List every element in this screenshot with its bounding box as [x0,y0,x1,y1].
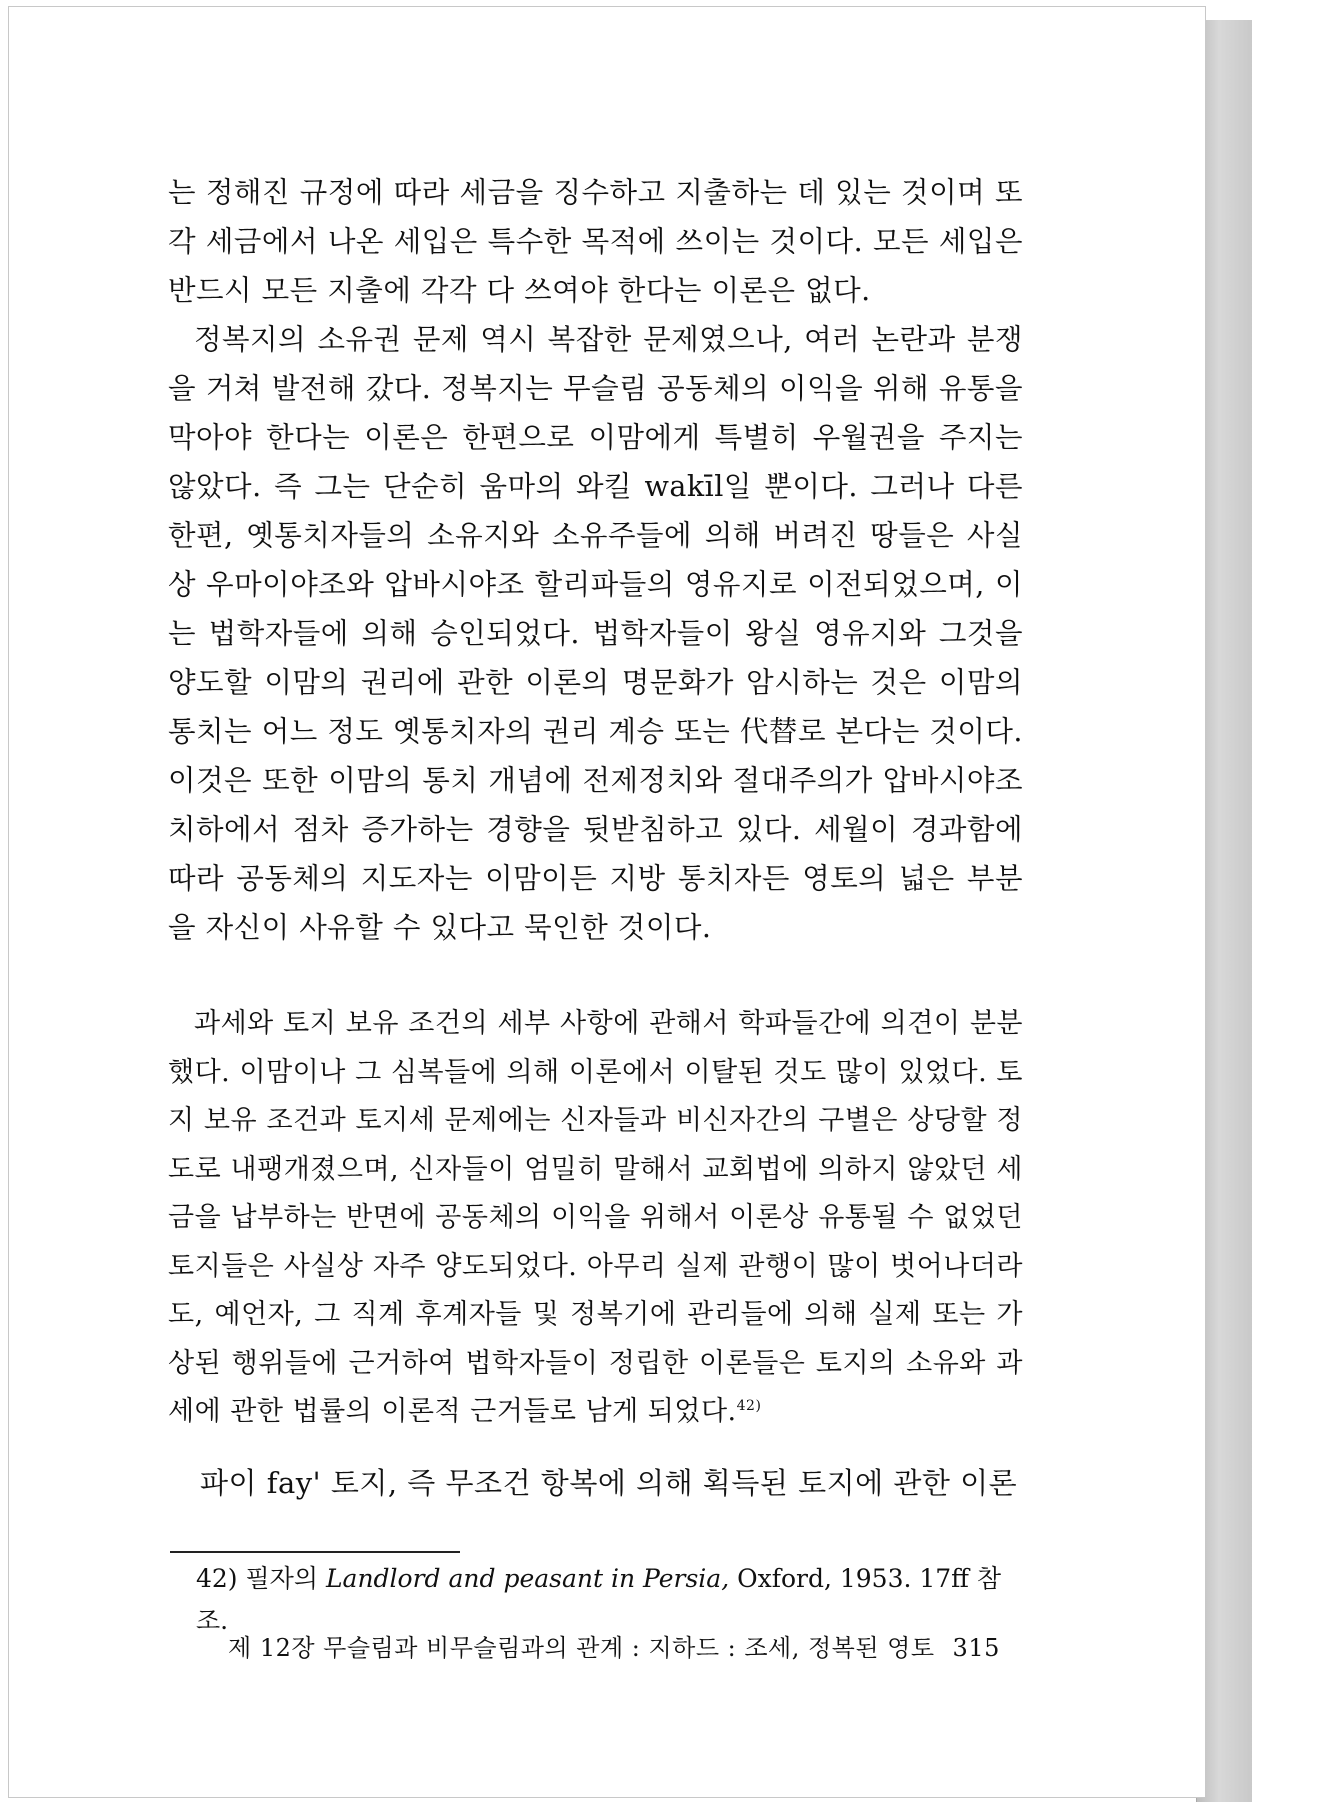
paragraph-continuation: 는 정해진 규정에 따라 세금을 징수하고 지출하는 데 있는 것이며 또 각 세금에서 나온 세입은 특수한 목적에 쓰이는 것이다. 모든 세입은 반드시 모든 지출에 각각 다 쓰여야 한다는 이론은 없다. [168,176,1023,307]
footnote-book-title: Landlord and peasant in Persia, [325,1564,730,1593]
footnote-prefix: 필자의 [245,1564,318,1593]
paragraph-conquered-lands: 정복지의 소유권 문제 역시 복잡한 문제였으나, 여러 논란과 분쟁을 거쳐 발전해 갔다. 정복지는 무슬림 공동체의 이익을 위해 유통을 막아야 한다는 이론은 한편으로 이맘에게 특별히 우월권을 주지는 않았다. 즉 그는 단순히 움마의 와킬 wakīl일 뿐이다. 그러나 다른 한편, 옛통치자들의 소유지와 소유주들에 의해 버려진 땅들은 사실상 우마이야조와 압바시야조 할리파들의 영유지로 이전되었으며, 이는 법학자들에 의해 승인되었다. 법학자들이 왕실 영유지와 그것을 양도할 이맘의 권리에 관한 이론의 명문화가 암시하는 것은 이맘의 통치는 어느 정도 옛통치자의 권리 계승 또는 代替로 본다는 것이다. 이것은 또한 이맘의 통치 개념에 전제정치와 절대주의가 압바시야조 치하에서 점차 증가하는 경향을 뒷받침하고 있다. 세월이 경과함에 따라 공동체의 지도자는 이맘이든 지방 통치자든 영토의 넓은 부분을 자신이 사유할 수 있다고 묵인한 것이다. [168,323,1023,944]
chapter-title: 제 12장 무슬림과 비무슬림과의 관계 : 지하드 : 조세, 정복된 영토 [228,1634,935,1662]
body-section-2 [168,1000,1023,1437]
page-number: 315 [952,1634,1000,1662]
footnote-reference: 42) [736,1398,762,1414]
footnote-number: 42) [196,1564,238,1593]
body-section-1 [168,168,1023,952]
running-footer [228,1628,1028,1668]
paragraph-taxation [168,1000,1023,1437]
footnote-citation: Oxford, 1953. 17ff 참조. [196,1564,1002,1635]
paragraph-fay-heading: 파이 fay' 토지, 즉 무조건 항복에 의해 획득된 토지에 관한 이론 [200,1466,1018,1500]
body-section-3 [168,1460,1023,1506]
paragraph-taxation-text: 과세와 토지 보유 조건의 세부 사항에 관해서 학파들간에 의견이 분분했다. 이맘이나 그 심복들에 의해 이론에서 이탈된 것도 많이 있었다. 토지 보유 조건과 토지세 문제에는 신자들과 비신자간의 구별은 상당할 정도로 내팽개졌으며, 신자들이 엄밀히 말해서 교회법에 의하지 않았던 세금을 납부하는 반면에 공동체의 이익을 위해서 이론상 유통될 수 없었던 토지들은 사실상 자주 양도되었다. 아무리 실제 관행이 많이 벗어나더라도, 예언자, 그 직계 후계자들 및 정복기에 관리들에 의해 실제 또는 가상된 행위들에 근거하여 법학자들이 정립한 이론들은 토지의 소유와 과세에 관한 법률의 이론적 근거들로 남게 되었다. [168,1008,1023,1427]
footnote-divider [170,1551,460,1553]
